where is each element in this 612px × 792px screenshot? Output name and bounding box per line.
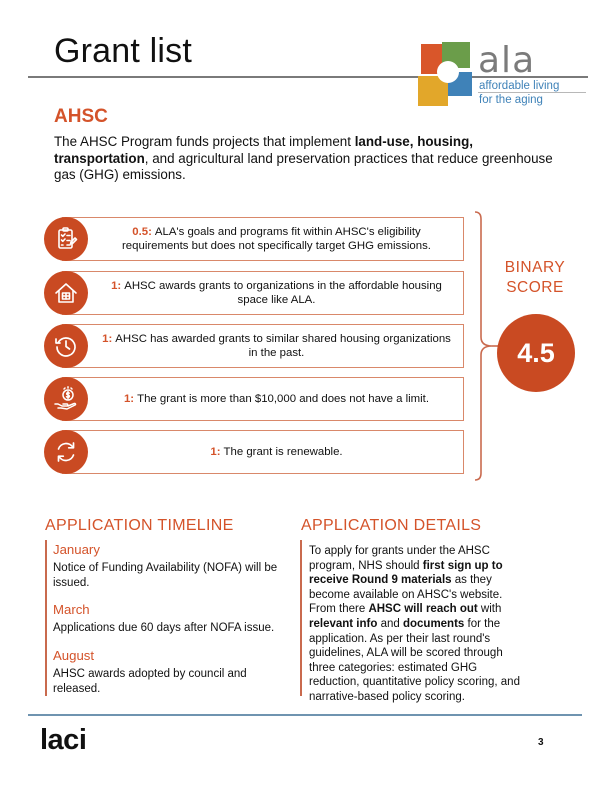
details-bold-2: AHSC will reach out — [368, 603, 478, 616]
criterion-box — [62, 324, 464, 368]
timeline-month: January — [53, 542, 100, 557]
criterion-score: 0.5: — [132, 226, 152, 238]
criterion-score: 1: — [102, 333, 113, 345]
timeline-desc: AHSC awards adopted by council and released. — [53, 668, 247, 695]
laci-logo: laci — [40, 724, 87, 756]
criterion-text — [124, 392, 429, 406]
logo-wordmark: ala — [478, 40, 536, 81]
criterion-eligibility — [44, 217, 464, 261]
details-bold-3: relevant info — [309, 617, 378, 630]
timeline-desc: Applications due 60 days after NOFA issue. — [53, 622, 275, 634]
binary-score-label — [499, 258, 571, 298]
details-heading: APPLICATION DETAILS — [301, 517, 482, 534]
timeline-heading: APPLICATION TIMELINE — [45, 517, 234, 534]
binary-score-value: 4.5 — [497, 314, 575, 392]
checklist-icon — [44, 217, 88, 261]
criterion-desc: AHSC has awarded grants to similar shared housing organizations in the past. — [115, 333, 451, 359]
page-number: 3 — [538, 737, 544, 748]
history-clock-icon — [44, 324, 88, 368]
criterion-score: 1: — [111, 280, 122, 292]
criterion-box — [62, 217, 464, 261]
criterion-housing-space — [44, 271, 464, 315]
criterion-text — [98, 225, 455, 253]
details-text-3: with — [477, 603, 502, 616]
house-icon — [44, 271, 88, 315]
criterion-score: 1: — [123, 393, 135, 405]
logo-tagline-1: affordable living — [479, 80, 560, 92]
criterion-desc: AHSC awards grants to organizations in the affordable housing space like ALA. — [124, 280, 442, 306]
application-timeline — [45, 540, 297, 696]
timeline-item-march — [53, 602, 297, 636]
criterion-text — [98, 279, 455, 307]
timeline-month: August — [53, 648, 95, 663]
details-text-2: as they become available on AHSC's website. From there — [309, 574, 503, 616]
ala-logo — [418, 42, 593, 108]
criterion-box — [62, 271, 464, 315]
program-intro — [54, 134, 554, 184]
criterion-desc: The grant is more than $10,000 and does not have a limit. — [137, 393, 430, 405]
details-text — [309, 544, 529, 705]
criterion-renewable — [44, 430, 464, 474]
details-text-1: To apply for grants under the AHSC program, NHS should — [309, 545, 490, 572]
criterion-text — [210, 445, 342, 459]
footer-divider — [28, 714, 582, 716]
intro-text-1: The AHSC Program funds projects that implement — [54, 134, 355, 149]
criterion-score: 1: — [210, 446, 221, 458]
criterion-grant-amount — [44, 377, 464, 421]
details-bold-4: documents — [402, 617, 465, 630]
timeline-rule — [45, 540, 47, 696]
logo-center-dot — [437, 61, 459, 83]
details-text-4: and — [377, 617, 403, 630]
timeline-month: March — [53, 602, 90, 617]
criterion-desc: ALA's goals and programs fit within AHSC's eligibility requirements but does not specifically target GHG emissions. — [122, 226, 431, 252]
score-bracket — [474, 211, 500, 481]
criterion-text — [98, 332, 455, 360]
logo-tagline-rule — [478, 92, 586, 93]
binary-score-label-line1: BINARY — [504, 259, 566, 276]
details-bold-1: first sign up to receive Round 9 materials — [309, 559, 503, 587]
program-heading: AHSC — [54, 106, 108, 127]
binary-score-label-line2: SCORE — [506, 279, 564, 296]
intro-text-2: , and agricultural land preservation practices that reduce greenhouse gas (GHG) emissions. — [54, 150, 553, 182]
details-text-5: for the application. As per their last round's guidelines, ALA will be scored through three categories: estimated GHG reduction, quantitative policy scoring, and narrative-based policy scoring. — [309, 617, 520, 703]
timeline-item-january — [53, 542, 297, 590]
logo-tagline-2: for the aging — [479, 94, 543, 106]
renew-arrows-icon — [44, 430, 88, 474]
criterion-past-awards — [44, 324, 464, 368]
timeline-desc: Notice of Funding Availability (NOFA) will be issued. — [53, 562, 278, 589]
page-title: Grant list — [54, 32, 193, 70]
intro-bold-1: land-use, housing, transportation — [54, 134, 473, 166]
timeline-item-august — [53, 648, 297, 696]
application-details — [300, 540, 530, 703]
details-rule — [300, 540, 302, 696]
criterion-box — [62, 430, 464, 474]
criterion-box — [62, 377, 464, 421]
money-hand-icon — [44, 377, 88, 421]
criterion-desc: The grant is renewable. — [223, 446, 343, 458]
